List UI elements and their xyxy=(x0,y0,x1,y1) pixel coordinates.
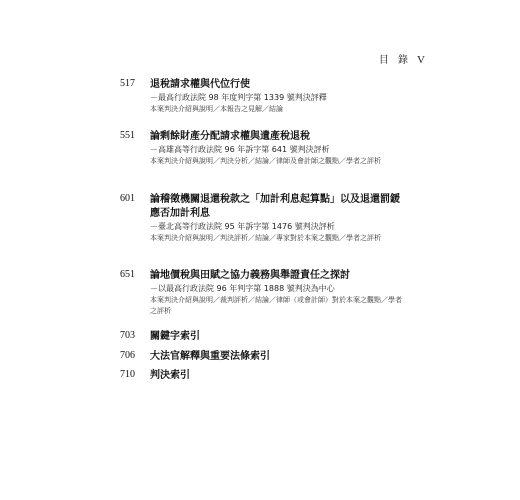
toc-entry xyxy=(120,350,420,364)
toc-title: 關鍵字索引 xyxy=(150,331,200,342)
toc-subtitle: －高雄高等行政法院 96 年訴字第 641 號判決評析 xyxy=(150,145,330,154)
toc-entry xyxy=(120,369,420,383)
toc-entry xyxy=(120,269,420,317)
toc-sections: 本案判決介紹與說明／判決評析／結論／專家對於本案之觀點／學者之評析 xyxy=(150,234,381,242)
running-header xyxy=(379,51,428,66)
header-page-number: V xyxy=(417,54,428,66)
toc-entry xyxy=(120,78,420,115)
toc-title: 大法官解釋與重要法條索引 xyxy=(150,351,270,362)
toc-sections: 本案判決介紹與說明／本報告之見解／結論 xyxy=(150,105,283,113)
toc-sections: 本案判決介紹與說明／裁判評析／結論／律師（或會計師）對於本案之觀點／學者之評析 xyxy=(150,296,402,315)
toc-page-number: 651 xyxy=(120,269,135,280)
header-title: 目 錄 xyxy=(378,55,412,66)
toc-page-number: 517 xyxy=(120,78,135,89)
toc-title: 論稽徵機關退還稅款之「加計利息起算點」以及退還罰鍰應否加計利息 xyxy=(150,194,400,219)
toc-subtitle: －臺北高等行政法院 95 年訴字第 1476 號判決評析 xyxy=(150,222,335,231)
toc-subtitle: －最高行政法院 98 年度判字第 1339 號判決評釋 xyxy=(150,93,327,102)
toc-page-number: 703 xyxy=(120,330,135,341)
toc-title: 論剩餘財產分配請求權與遺產稅退稅 xyxy=(150,131,310,142)
toc-title: 論地價稅與田賦之協力義務與舉證責任之探討 xyxy=(150,270,350,281)
toc-page-number: 706 xyxy=(120,350,135,361)
toc-entry xyxy=(120,330,420,344)
toc-subtitle: －以最高行政法院 96 年判字第 1888 號判決為中心 xyxy=(150,284,335,293)
toc-page-number: 601 xyxy=(120,193,135,204)
toc-page-number: 710 xyxy=(120,369,135,380)
toc-title: 判決索引 xyxy=(150,370,190,381)
toc-title: 退稅請求權與代位行使 xyxy=(150,79,250,90)
toc-sections: 本案判決介紹與說明／判決分析／結論／律師及會計師之觀點／學者之評析 xyxy=(150,157,381,165)
toc-entry xyxy=(120,130,420,167)
toc-page-number: 551 xyxy=(120,130,135,141)
toc-entry xyxy=(120,193,420,244)
